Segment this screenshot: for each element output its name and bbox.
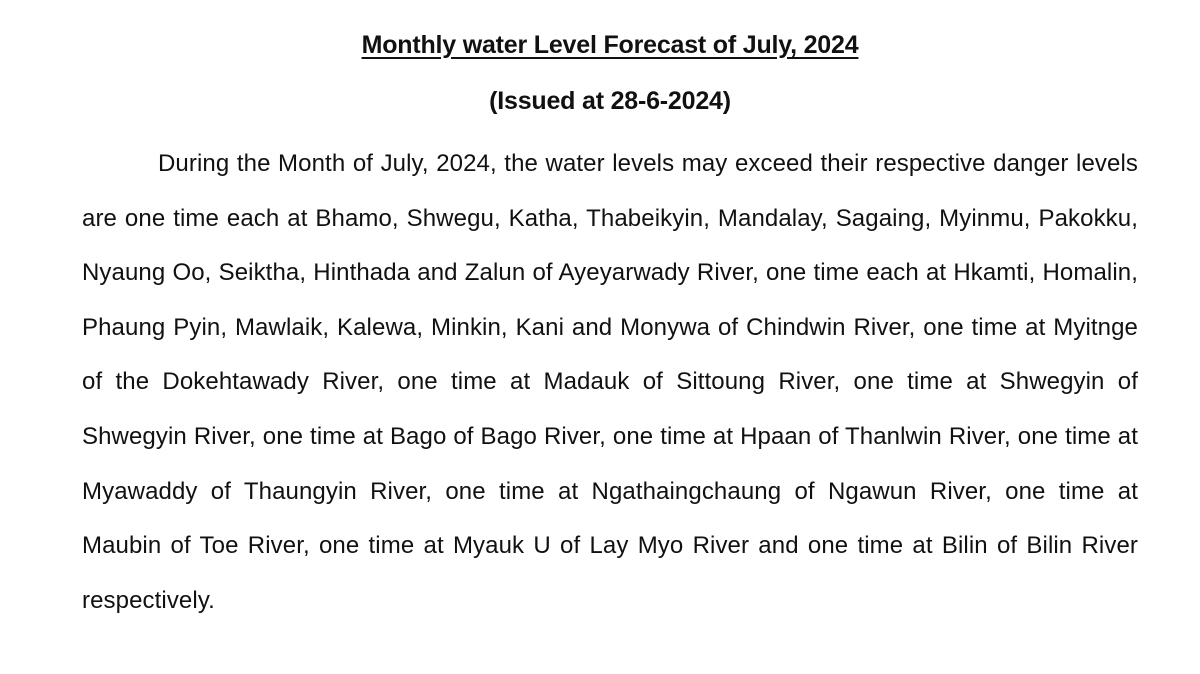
forecast-paragraph: During the Month of July, 2024, the water levels may exceed their respective danger levels are one time each at Bhamo, Shwegu, Katha, Thabeikyin, Mandalay, Sagaing, Myinmu, Pakokku, Nyaung Oo, Seiktha, Hinthada and Zalun of Ayeyarwady River, one time each at Hkamti, Homalin, Phaung Pyin, Mawlaik, Kalewa, Minkin, Kani and Monywa of Chindwin River, one time at Myitnge of the Dokehtawady River, one time at Madauk of Sittoung River, one time at Shwegyin of Shwegyin River, one time at Bago of Bago River, one time at Hpaan of Thanlwin River, one time at Myawaddy of Thaungyin River, one time at Ngathaingchaung of Ngawun River, one time at Maubin of Toe River, one time at Myauk U of Lay Myo River and one time at Bilin of Bilin River respectively. bbox=[82, 150, 1138, 614]
document-title: Monthly water Level Forecast of July, 2024 bbox=[361, 31, 859, 59]
issue-date: (Issued at 28-6-2024) bbox=[489, 87, 731, 115]
